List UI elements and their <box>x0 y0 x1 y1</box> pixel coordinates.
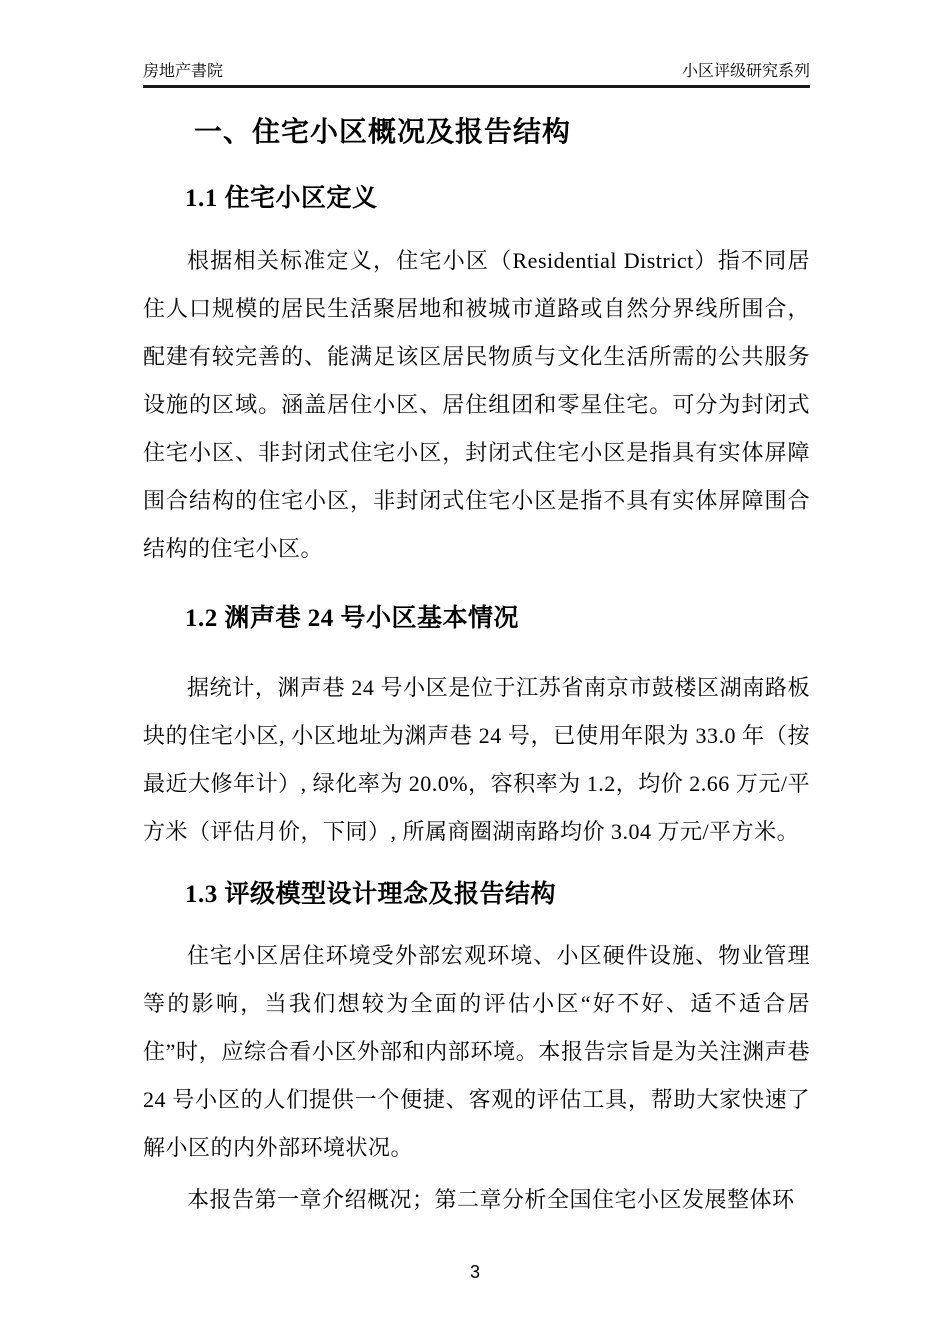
running-header <box>143 0 810 88</box>
header-rule <box>143 62 810 88</box>
paragraph-model-concept: 住宅小区居住环境受外部宏观环境、小区硬件设施、物业管理等的影响，当我们想较为全面的评估小区“好不好、适不适合居住”时，应综合看小区外部和内部环境。本报告宗旨是为关注渊声巷 24 号小区的人们提供一个便捷、客观的评估工具，帮助大家快速了解小区的内外部环境状况。 <box>143 943 810 1160</box>
page-number: 3 <box>469 1262 480 1282</box>
section-heading-1-1: 1.1 住宅小区定义 <box>185 185 378 212</box>
section-heading-1-3: 1.3 评级模型设计理念及报告结构 <box>185 881 557 908</box>
header-right-text: 小区评级研究系列 <box>681 63 810 80</box>
header-left-text: 房地产書院 <box>143 63 224 80</box>
section-heading-1-2: 1.2 渊声巷 24 号小区基本情况 <box>185 605 520 632</box>
chapter-title: 一、住宅小区概况及报告结构 <box>194 117 572 148</box>
paragraph-report-structure: 本报告第一章介绍概况；第二章分析全国住宅小区发展整体环 <box>187 1187 795 1212</box>
paragraph-basic-info: 据统计，渊声巷 24 号小区是位于江苏省南京市鼓楼区湖南路板块的住宅小区, 小区地址为渊声巷 24 号，已使用年限为 33.0 年（按最近大修年计）, 绿化率为 20.0%，容积率为 1.2，均价 2.66 万元/平方米（评估月价，下同）, 所属商圈湖南路均价 3.04 万元/平方米。 <box>143 675 810 844</box>
paragraph-definition: 根据相关标准定义，住宅小区（Residential District）指不同居住人口规模的居民生活聚居地和被城市道路或自然分界线所围合，配建有较完善的、能满足该区居民物质与文化生活所需的公共服务设施的区域。涵盖居住小区、居住组团和零星住宅。可分为封闭式住宅小区、非封闭式住宅小区，封闭式住宅小区是指具有实体屏障围合结构的住宅小区，非封闭式住宅小区是指不具有实体屏障围合结构的住宅小区。 <box>143 248 810 561</box>
